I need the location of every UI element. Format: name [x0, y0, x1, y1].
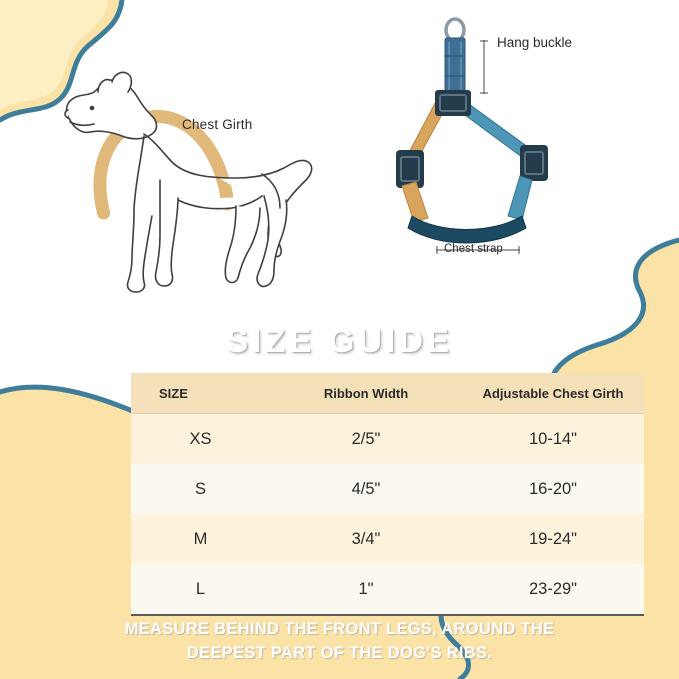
hang-buckle-dimension	[480, 40, 488, 94]
size-table-wrapper	[131, 373, 624, 616]
table-row	[131, 464, 644, 514]
cell-size: L	[131, 564, 270, 615]
chest-girth-label: Chest Girth	[182, 117, 253, 132]
chest-strap-webbing	[408, 216, 526, 243]
size-table	[131, 373, 644, 616]
cell-chest-girth: 23-29"	[462, 564, 644, 615]
page-title: SIZE GUIDE	[225, 322, 454, 359]
cell-size: M	[131, 514, 270, 564]
table-header-row	[131, 373, 644, 414]
hang-buckle-strap	[445, 38, 465, 96]
chest-strap-label: Chest strap	[444, 243, 503, 255]
hang-buckle-label: Hang buckle	[497, 35, 573, 50]
cell-ribbon-width: 2/5"	[270, 414, 462, 465]
column-header-size: SIZE	[131, 373, 270, 414]
left-side-buckle	[396, 150, 424, 188]
column-header-ribbon-width: Ribbon Width	[270, 373, 462, 414]
table-row	[131, 564, 644, 615]
left-lower-strap	[402, 182, 428, 222]
cell-size: XS	[131, 414, 270, 465]
table-row	[131, 514, 644, 564]
cell-ribbon-width: 1"	[270, 564, 462, 615]
cell-chest-girth: 16-20"	[462, 464, 644, 514]
measure-instructions-line1: MEASURE BEHIND THE FRONT LEGS, AROUND THE	[124, 620, 555, 638]
cell-chest-girth: 10-14"	[462, 414, 644, 465]
column-header-chest-girth: Adjustable Chest Girth	[462, 373, 644, 414]
cell-size: S	[131, 464, 270, 514]
right-side-buckle	[520, 145, 548, 181]
cell-chest-girth: 19-24"	[462, 514, 644, 564]
cell-ribbon-width: 4/5"	[270, 464, 462, 514]
measure-instructions	[0, 617, 679, 665]
harness-illustration	[380, 10, 670, 280]
cell-ribbon-width: 3/4"	[270, 514, 462, 564]
table-row	[131, 414, 644, 465]
measure-instructions-line2: DEEPEST PART OF THE DOG'S RIBS.	[186, 644, 493, 662]
center-slider-buckle	[435, 90, 471, 116]
dog-illustration	[40, 50, 340, 320]
chest-girth-leader	[40, 50, 340, 320]
harness-drawing	[380, 10, 670, 280]
right-lower-strap	[508, 176, 532, 220]
